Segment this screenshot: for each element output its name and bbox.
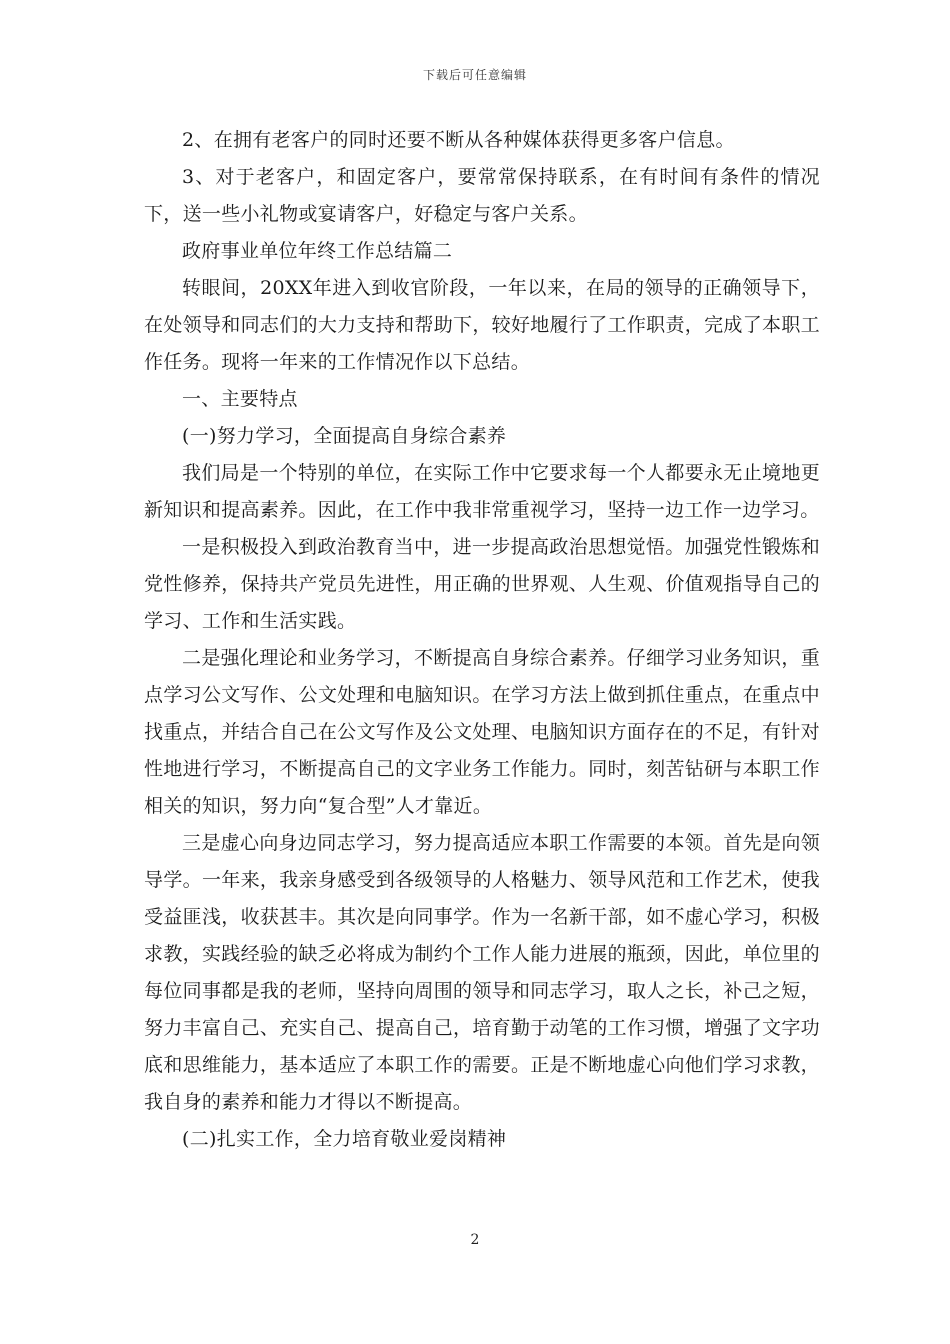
paragraph: 二是强化理论和业务学习，不断提高自身综合素养。仔细学习业务知识，重点学习公文写作、公文处理和电脑知识。在学习方法上做到抓住重点，在重点中找重点，并结合自己在公文写作及公文处理、电脑知识方面存在的不足，有针对性地进行学习，不断提高自己的文字业务工作能力。同时，刻苦钻研与本职工作相关的知识，努力向“复合型”人才靠近。 (144, 647, 820, 817)
document-body (144, 122, 820, 1158)
subsection-heading: (二)扎实工作，全力培育敬业爱岗精神 (182, 1128, 507, 1150)
paragraph: 一是积极投入到政治教育当中，进一步提高政治思想觉悟。加强党性锻炼和党性修养，保持共产党员先进性，用正确的世界观、人生观、价值观指导自己的学习、工作和生活实践。 (144, 536, 820, 632)
paragraph: 2、在拥有老客户的同时还要不断从各种媒体获得更多客户信息。 (182, 129, 735, 151)
paragraph: 3、对于老客户，和固定客户，要常常保持联系，在有时间有条件的情况下，送一些小礼物或宴请客户，好稳定与客户关系。 (144, 166, 820, 225)
section-heading: 一、主要特点 (182, 388, 298, 410)
page-header-note: 下载后可任意编辑 (422, 68, 527, 82)
paragraph: 三是虚心向身边同志学习，努力提高适应本职工作需要的本领。首先是向领导学。一年来，我亲身感受到各级领导的人格魅力、领导风范和工作艺术，使我受益匪浅，收获甚丰。其次是向同事学。作为一名新干部，如不虚心学习，积极求教，实践经验的缺乏必将成为制约个工作人能力进展的瓶颈，因此，单位里的每位同事都是我的老师，坚持向周围的领导和同志学习，取人之长，补己之短，努力丰富自己、充实自己、提高自己，培育勤于动笔的工作习惯，增强了文字功底和思维能力，基本适应了本职工作的需要。正是不断地虚心向他们学习求教，我自身的素养和能力才得以不断提高。 (144, 832, 820, 1113)
page-number: 2 (470, 1232, 480, 1248)
subsection-heading: (一)努力学习，全面提高自身综合素养 (182, 425, 507, 447)
section-title: 政府事业单位年终工作总结篇二 (182, 240, 453, 262)
paragraph: 我们局是一个特别的单位，在实际工作中它要求每一个人都要永无止境地更新知识和提高素养。因此，在工作中我非常重视学习，坚持一边工作一边学习。 (144, 462, 820, 521)
paragraph: 转眼间，20XX年进入到收官阶段，一年以来，在局的领导的正确领导下，在处领导和同志们的大力支持和帮助下，较好地履行了工作职责，完成了本职工作任务。现将一年来的工作情况作以下总结。 (144, 277, 820, 373)
